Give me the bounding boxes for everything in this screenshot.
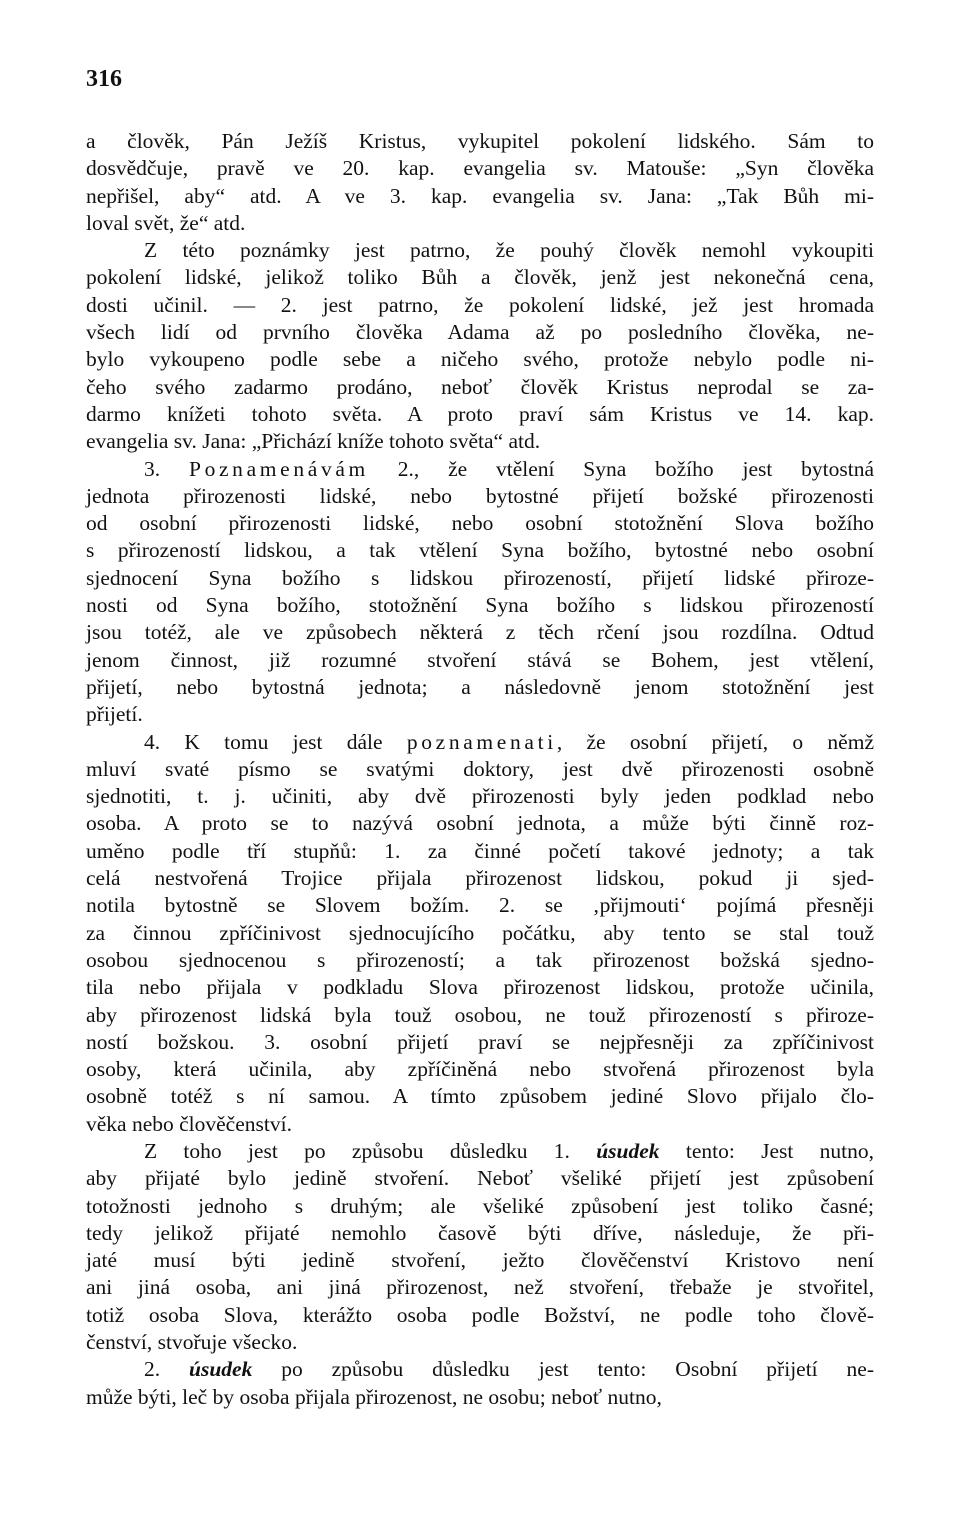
- emphasized-word: Poznamenávám: [188, 456, 369, 481]
- text-line: darmo knížeti tohoto světa. A proto praví sám Kristus ve 14. kap.: [86, 401, 874, 426]
- text-line: a člověk, Pán Ježíš Kristus, vykupitel pokolení lidského. Sám to: [86, 129, 874, 153]
- text-line: Z této poznámky jest patrno, že pouhý člověk nemohl vykoupiti: [144, 238, 874, 263]
- text-line: sjednocení Syna božího s lidskou přirozeností, přijetí lidské přiroze-: [86, 565, 874, 590]
- text-line: čeho svého zadarmo prodáno, neboť člověk Kristus neprodal se za-: [86, 374, 874, 399]
- text-line: může býti, leč by osoba přijala přirozenost, ne osobu; neboť nutno,: [86, 1384, 662, 1409]
- text-line: aby přirozenost lidská byla touž osobou, ne touž přirozeností s přiroze-: [86, 1002, 874, 1027]
- text-line: pokolení lidské, jelikož toliko Bůh a člověk, jenž jest nekonečná cena,: [86, 265, 874, 290]
- text-line: tedy jelikož přijaté nemohlo časově býti dříve, následuje, že při-: [86, 1220, 874, 1245]
- text-line: bylo vykoupeno podle sebe a ničeho svého, protože nebylo podle ni-: [86, 347, 874, 372]
- text-line: za činnou zpříčinivost sjednocujícího počátku, aby tento se stal touž: [86, 920, 874, 945]
- text-line: osoby, která učinila, aby zpříčiněná nebo stvořená přirozenost byla: [86, 1057, 874, 1082]
- text-line: osobou sjednocenou s přirozeností; a tak přirozenost božská sjedno-: [86, 947, 874, 972]
- text-line: totiž osoba Slova, kterážto osoba podle Božství, ne podle toho člově-: [86, 1302, 874, 1327]
- text-line: čenství, stvořuje všecko.: [86, 1330, 298, 1355]
- text-line: 4. K tomu jest dále poznamenati, že osobní přijetí, o němž: [144, 729, 874, 754]
- text-line: jaté musí býti jedině stvoření, ježto člověčenství Kristovo není: [86, 1248, 874, 1273]
- text-line: uměno podle tří stupňů: 1. za činné početí takové jednoty; a tak: [86, 838, 874, 863]
- text-line: osoba. A proto se to nazývá osobní jednota, a může býti činně roz-: [86, 811, 874, 836]
- text-line: 2. úsudek po způsobu důsledku jest tento: Osobní přijetí ne-: [144, 1357, 874, 1382]
- text-line: všech lidí od prvního člověka Adama až po posledního člověka, ne-: [86, 320, 874, 345]
- text-line: aby přijaté bylo jedině stvoření. Neboť všeliké přijetí jest způsobení: [86, 1166, 874, 1191]
- text-line: dosti učinil. — 2. jest patrno, že pokolení lidské, jež jest hromada: [86, 292, 874, 317]
- text-line: ností božskou. 3. osobní přijetí praví se nejpřesněji za zpříčinivost: [86, 1029, 874, 1054]
- emphasized-word: úsudek: [596, 1138, 660, 1163]
- page-number: 316: [86, 66, 122, 92]
- body-text: [86, 128, 874, 1411]
- emphasized-word: poznamenati: [406, 729, 557, 754]
- text-line: dosvědčuje, pravě ve 20. kap. evangelia sv. Matouše: „Syn člověka: [86, 156, 874, 181]
- text-line: od osobní přirozenosti lidské, nebo osobní stotožnění Slova božího: [86, 511, 874, 536]
- text-line: celá nestvořená Trojice přijala přirozenost lidskou, pokud ji sjed-: [86, 866, 874, 891]
- text-line: s přirozeností lidskou, a tak vtělení Syna božího, bytostné nebo osobní: [86, 538, 874, 563]
- text-line: přijetí.: [86, 702, 143, 727]
- text-line: osobně totéž s ní samou. A tímto způsobem jediné Slovo přijalo člo-: [86, 1084, 874, 1109]
- text-line: 3. Poznamenávám 2., že vtělení Syna božího jest bytostná: [144, 456, 874, 481]
- text-line: loval svět, že“ atd.: [86, 210, 246, 235]
- text-line: ani jiná osoba, ani jiná přirozenost, než stvoření, třebaže je stvořitel,: [86, 1275, 874, 1300]
- text-line: mluví svaté písmo se svatými doktory, jest dvě přirozenosti osobně: [86, 756, 874, 781]
- text-line: jenom činnost, již rozumné stvoření stává se Bohem, jest vtělení,: [86, 647, 874, 672]
- text-line: tila nebo přijala v podkladu Slova přirozenost lidskou, protože učinila,: [86, 975, 874, 1000]
- text-line: věka nebo člověčenství.: [86, 1111, 292, 1136]
- text-line: přijetí, nebo bytostná jednota; a následovně jenom stotožnění jest: [86, 674, 874, 699]
- text-line: totožnosti jednoho s druhým; ale všeliké způsobení jest toliko časné;: [86, 1193, 874, 1218]
- text-line: nepřišel, aby“ atd. A ve 3. kap. evangelia sv. Jana: „Tak Bůh mi-: [86, 183, 874, 208]
- text-line: Z toho jest po způsobu důsledku 1. úsudek tento: Jest nutno,: [144, 1138, 874, 1163]
- text-line: sjednotiti, t. j. učiniti, aby dvě přirozenosti byly jeden podklad nebo: [86, 784, 874, 809]
- text-line: notila bytostně se Slovem božím. 2. se ‚přijmouti‘ pojímá přesněji: [86, 893, 874, 918]
- text-line: jednota přirozenosti lidské, nebo bytostné přijetí božské přirozenosti: [86, 483, 874, 508]
- text-line: jsou totéž, ale ve způsobech některá z těch rčení jsou rozdílna. Odtud: [86, 620, 874, 645]
- emphasized-word: úsudek: [189, 1357, 253, 1382]
- text-line: nosti od Syna božího, stotožnění Syna božího s lidskou přirozeností: [86, 593, 874, 618]
- text-line: evangelia sv. Jana: „Přichází kníže tohoto světa“ atd.: [86, 429, 541, 454]
